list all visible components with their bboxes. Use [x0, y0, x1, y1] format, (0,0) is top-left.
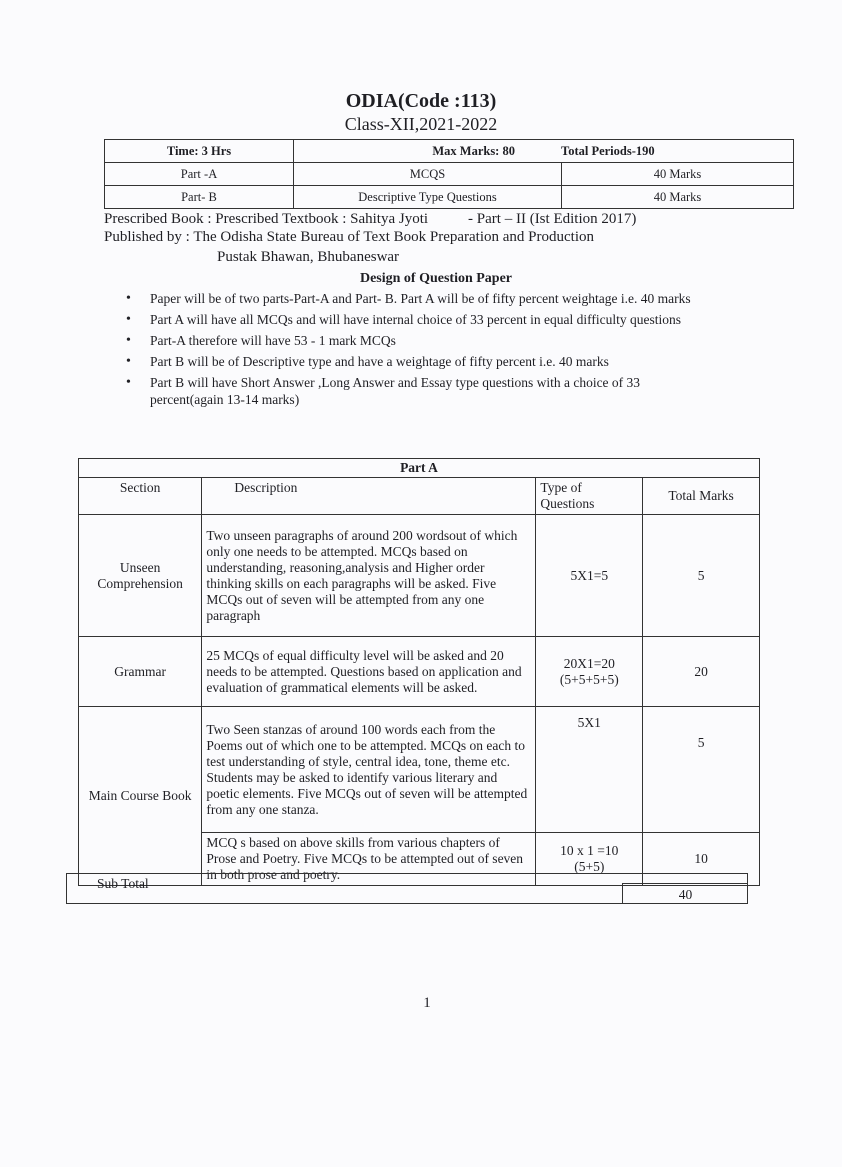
column-header-marks: Total Marks [643, 478, 760, 515]
marks-cell: 20 [643, 637, 760, 707]
published-by: Published by : The Odisha State Bureau of Text Book Preparation and Production [104, 229, 594, 245]
total-periods: Total Periods-190 [561, 143, 655, 158]
marks-cell: 5 [643, 707, 760, 833]
bullet-item: • Part B will be of Descriptive type and have a weightage of fifty percent i.e. 40 marks [122, 353, 712, 370]
type-value: 20X1=20 [563, 655, 615, 671]
bullet-item: • Part A will have all MCQs and will have internal choice of 33 percent in equal difficulty questions [122, 311, 712, 328]
description-cell: Two unseen paragraphs of around 200 wordsout of which only one needs to be attempted. MCQs based on understanding, reasoning,analysis and Higher order thinking skills on each paragraphs will be asked. Five MCQs out of seven will be attempted from any one paragraph [202, 515, 536, 637]
table-row [79, 515, 760, 637]
type-breakdown: (5+5) [574, 859, 605, 874]
part-cell: Part- B [105, 186, 294, 209]
type-cell: 5X1=5 [536, 515, 643, 637]
column-header-section: Section [79, 478, 202, 515]
marks-cell: 40 Marks [562, 163, 794, 186]
publisher-address: Pustak Bhawan, Bhubaneswar [217, 249, 400, 265]
subtotal-box [622, 883, 748, 904]
bullet-item: • Part B will have Short Answer ,Long Answer and Essay type questions with a choice of 33 percent(again 13-14 marks) [122, 374, 712, 408]
part-a-title: Part A [79, 459, 760, 478]
type-breakdown: (5+5+5+5) [559, 671, 619, 687]
summary-row [105, 186, 794, 209]
marks-cell: 5 [643, 515, 760, 637]
section-cell: Grammar [79, 637, 202, 707]
prescribed-book-text: Prescribed Book : Prescribed Textbook : Sahitya Jyoti [104, 211, 429, 227]
type-cell: 5X1 [536, 707, 643, 833]
type-cell: Descriptive Type Questions [294, 186, 562, 209]
page-subtitle: Class-XII,2021-2022 [344, 114, 498, 134]
type-value: 10 x 1 =10 [560, 843, 619, 858]
bullet-item: • Paper will be of two parts-Part-A and Part- B. Part A will be of fifty percent weightage i.e. 40 marks [122, 290, 712, 307]
section-cell: Main Course Book [79, 707, 202, 886]
column-header-type: Type of Questions [536, 478, 643, 515]
column-header-description: Description [202, 478, 536, 515]
part-a-header-row [79, 478, 760, 515]
summary-row [105, 163, 794, 186]
marks-cell: 10 [643, 833, 760, 886]
type-cell [536, 637, 643, 707]
max-marks: Max Marks: 80 [432, 143, 515, 158]
summary-header-row [105, 140, 794, 163]
marks-cell: 40 Marks [562, 186, 794, 209]
description-cell: MCQ s based on above skills from various chapters of Prose and Poetry. Five MCQs to be attempted out of seven in both prose and poetry. [202, 833, 536, 886]
part-cell: Part -A [105, 163, 294, 186]
table-row [79, 637, 760, 707]
marks-periods-cell [294, 140, 794, 163]
subtotal-row [66, 873, 748, 904]
table-row [79, 707, 760, 833]
edition-text: - Part – II (Ist Edition 2017) [468, 211, 637, 227]
part-a-title-row [79, 459, 760, 478]
summary-table [104, 139, 794, 209]
description-cell: Two Seen stanzas of around 100 words each from the Poems out of which one to be attempted. MCQs on each to test understanding of style, central idea, tone, theme etc. Students may be asked to identify various literary and poetic elements. Five MCQs out of seven will be attempted from any one stanza. [202, 707, 536, 833]
subtotal-value: 40 [678, 887, 693, 902]
design-bullet-list [122, 290, 712, 412]
design-heading: Design of Question Paper [359, 271, 513, 286]
page-title: ODIA(Code :113) [345, 90, 497, 112]
bullet-item: • Part-A therefore will have 53 - 1 mark MCQs [122, 332, 712, 349]
type-cell: MCQS [294, 163, 562, 186]
prescribed-book [104, 211, 804, 228]
description-cell: 25 MCQs of equal difficulty level will be asked and 20 needs to be attempted. Questions based on application and evaluation of grammatical elements will be asked. [202, 637, 536, 707]
part-a-table [78, 458, 760, 886]
subtotal-label: Sub Total [97, 876, 149, 891]
page-number: 1 [423, 995, 431, 1011]
time-cell: Time: 3 Hrs [105, 140, 294, 163]
section-cell: Unseen Comprehension [79, 515, 202, 637]
